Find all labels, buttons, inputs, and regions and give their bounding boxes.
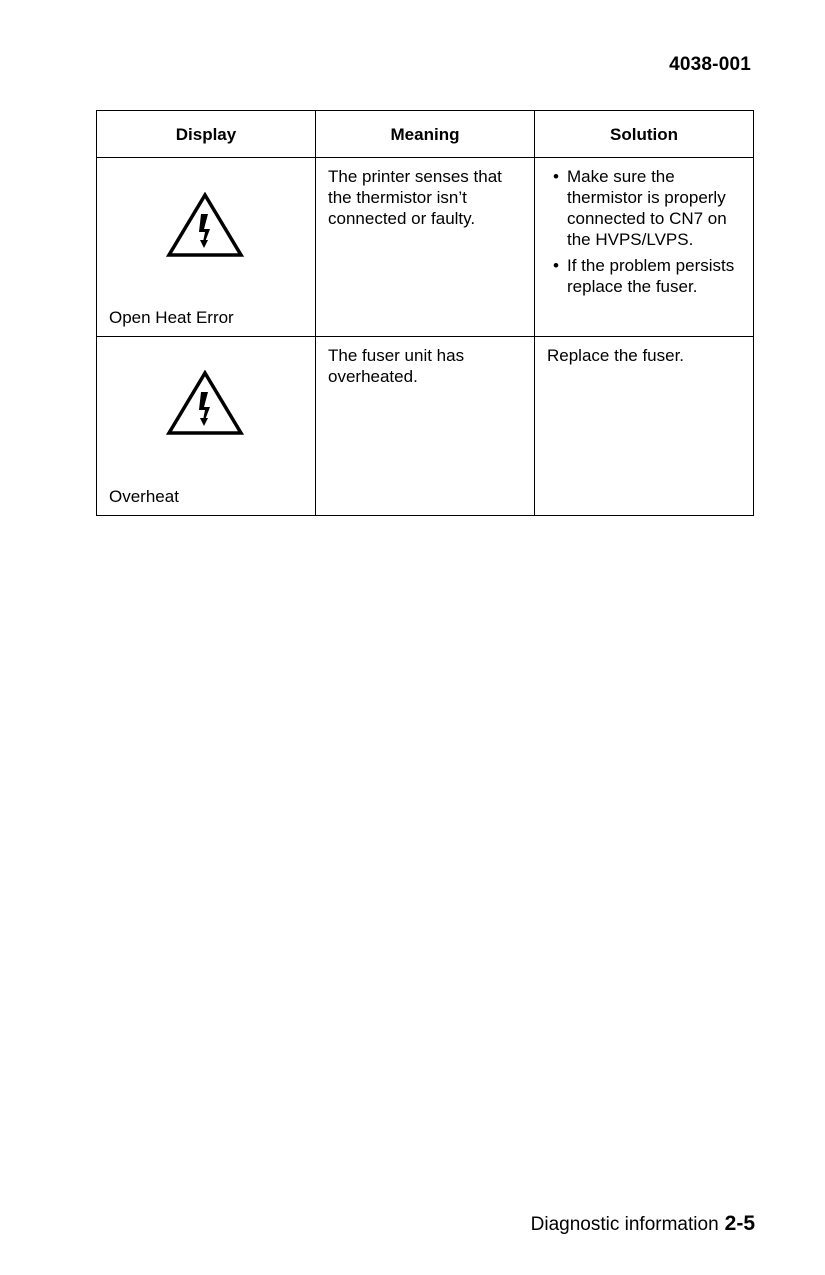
diagnostic-table <box>96 110 754 516</box>
page-number: 2-5 <box>724 1212 755 1235</box>
solution-list <box>547 166 741 297</box>
table-row <box>97 337 754 516</box>
display-message: Overheat <box>109 487 179 506</box>
high-voltage-warning-icon <box>166 192 244 258</box>
column-header-meaning: Meaning <box>316 111 535 158</box>
display-cell <box>97 337 316 516</box>
list-item <box>547 166 741 250</box>
solution-step: Make sure the thermistor is properly connected to CN7 on the HVPS/LVPS. <box>567 167 727 249</box>
column-header-solution: Solution <box>535 111 754 158</box>
solution-cell <box>535 158 754 337</box>
bullet-icon: • <box>553 256 559 275</box>
display-cell <box>97 158 316 337</box>
section-title: Diagnostic information <box>530 1214 719 1235</box>
meaning-cell: The printer senses that the thermistor isn’t connected or faulty. <box>316 158 535 337</box>
solution-cell: Replace the fuser. <box>535 337 754 516</box>
bullet-icon: • <box>553 167 559 186</box>
high-voltage-warning-icon <box>166 370 244 436</box>
model-number: 4038-001 <box>669 54 751 75</box>
list-item <box>547 255 741 297</box>
solution-step: If the problem persists replace the fuser. <box>567 256 735 296</box>
column-header-display: Display <box>97 111 316 158</box>
display-message: Open Heat Error <box>109 308 234 327</box>
page-footer <box>531 1212 755 1236</box>
table-row <box>97 158 754 337</box>
table-header-row <box>97 111 754 158</box>
meaning-cell: The fuser unit has overheated. <box>316 337 535 516</box>
